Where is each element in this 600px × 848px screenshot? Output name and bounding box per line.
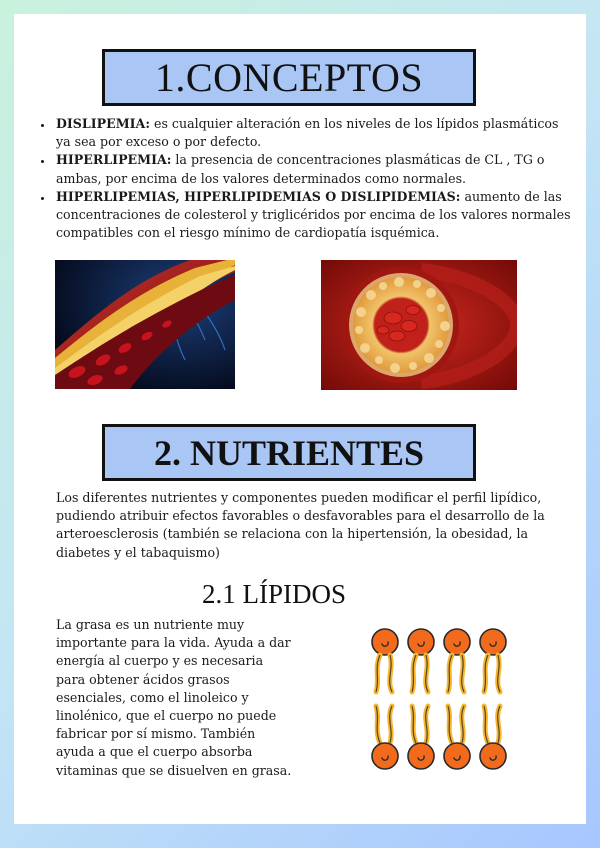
concepto-term: HIPERLIPEMIA: — [56, 152, 172, 168]
concepto-item-dislipemia — [54, 115, 574, 151]
concepto-term: DISLIPEMIA: — [56, 116, 150, 131]
phospholipid-bilayer-icon — [366, 624, 516, 774]
concepto-definition: aumento de las concentraciones de colesterol y triglicéridos por encima de los valores normales compatibles con el riesgo mínimo de cardiopatía isquémica. — [56, 188, 571, 241]
artery-plaque-image — [55, 260, 235, 389]
concepto-definition: es cualquier alteración en los niveles de los lípidos plasmáticos ya sea por exceso o por defecto. — [56, 116, 559, 150]
section-title-conceptos — [102, 49, 476, 106]
section-title-conceptos-text: 1.CONCEPTOS — [154, 55, 424, 100]
subsection-title-lipidos: 2.1 LÍPIDOS — [201, 579, 346, 609]
section-title-nutrientes-text: 2. NUTRIENTES — [153, 432, 425, 473]
concepto-definition: la presencia de concentraciones plasmáticas de CL , TG o ambas, por encima de los valores determinados como normales. — [56, 152, 545, 186]
document-page — [14, 14, 586, 824]
section-title-nutrientes — [102, 424, 476, 481]
concepto-item-hiperlipemia — [54, 151, 574, 187]
concepto-item-dislipidemias — [54, 188, 574, 243]
nutrientes-paragraph: Los diferentes nutrientes y componentes pueden modificar el perfil lipídico, pudiendo atribuir efectos favorables o desfavorables para el desarrollo de la arteroesclerosis (también se relaciona con la hipertensión, la obesidad, la diabetes y el tabaquismo) — [56, 490, 545, 560]
artery-cross-section-image — [321, 260, 517, 390]
lipidos-paragraph: La grasa es un nutriente muy importante para la vida. Ayuda a dar energía al cuerpo y es necesaria para obtener ácidos grasos esenciales, como el linoleico y linolénico, que el cuerpo no puede fabricar por sí mismo. También ayuda a que el cuerpo absorba vitaminas que se disuelven en grasa. — [56, 617, 292, 778]
concepto-term: HIPERLIPEMIAS, HIPERLIPIDEMIAS O DISLIPIDEMIAS: — [56, 188, 461, 204]
conceptos-list — [38, 115, 574, 242]
